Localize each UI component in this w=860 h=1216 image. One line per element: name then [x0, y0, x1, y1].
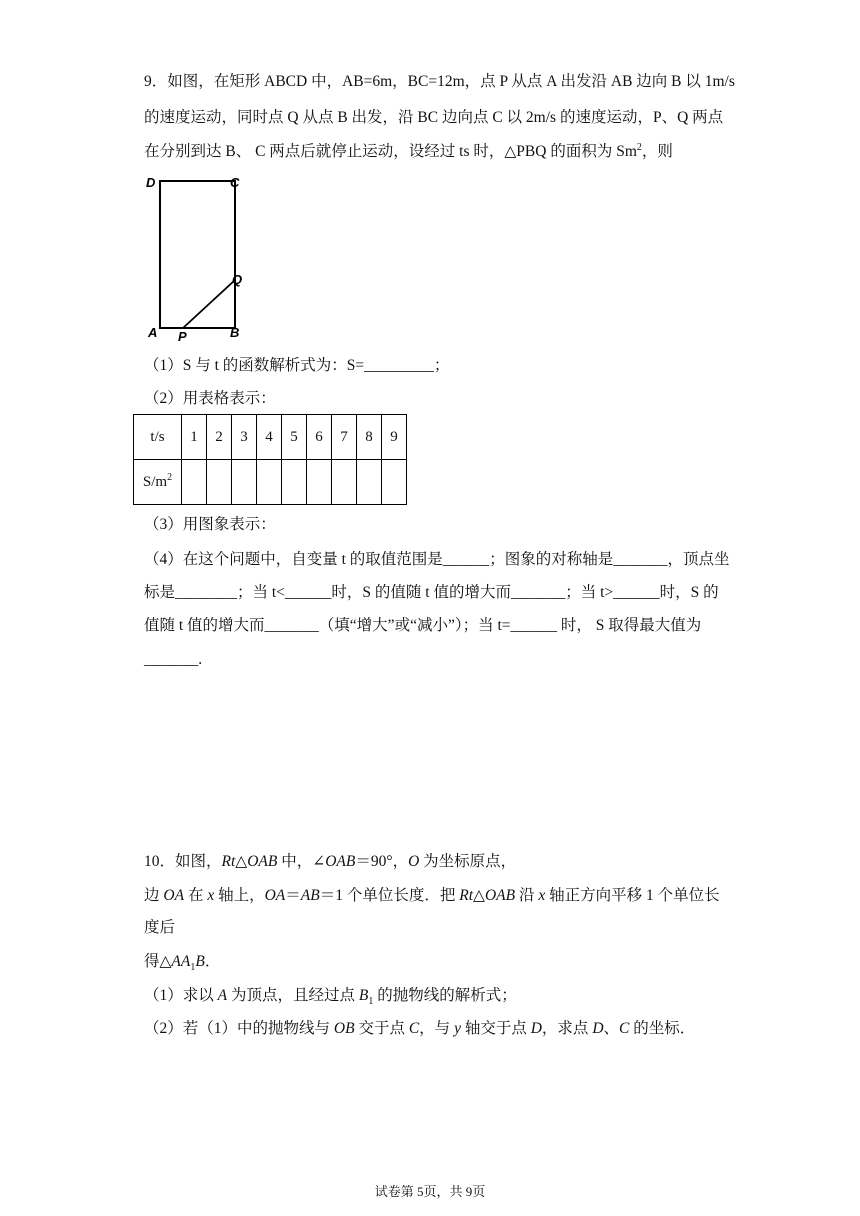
q10-l1g: ＝90°，: [355, 853, 409, 870]
q9-line3-sup: 2: [636, 141, 642, 153]
label-c: C: [230, 175, 240, 190]
q10-l1d: OAB: [247, 853, 278, 870]
q10-l2o: 轴正方向平移 1 个单位长: [545, 887, 720, 904]
q10-l2e: 轴上，: [214, 887, 265, 904]
q10-l1a: 10．如图，: [144, 853, 222, 870]
table-cell-s7: [332, 460, 357, 505]
q10-p2f: y: [454, 1020, 461, 1037]
q10-l2a: 边: [144, 887, 164, 904]
q10-l4d: ．: [204, 953, 221, 970]
q10-l1h: O: [408, 853, 420, 870]
table-cell-s5: [282, 460, 307, 505]
q10-part1: [144, 986, 517, 1006]
q10-l1i: 为坐标原点，: [419, 853, 517, 870]
q9-part4-line2: 标是________；当 t<______时，S 的值随 t 值的增大而_______；当 t>______时，S 的: [144, 584, 719, 601]
q10-p1-sub: 1: [368, 996, 374, 1008]
q9-part4-line1: （4）在这个问题中，自变量 t 的取值范围是______；图象的对称轴是_______，顶点坐: [144, 551, 730, 568]
table-cell-s8: [357, 460, 382, 505]
q10-p1e: 的抛物线的解析式；: [373, 987, 517, 1004]
q10-l2l: OAB: [484, 887, 516, 904]
q9-line3-pre: 在分别到达 B、 C 两点后就停止运动，设经过 ts 时，△PBQ 的面积为 Sm: [144, 143, 637, 160]
q10-p2d: C: [408, 1020, 420, 1037]
q10-l4-sub: 1: [190, 962, 196, 974]
q10-l1c: △: [235, 853, 248, 870]
q10-l2d: x: [207, 887, 215, 904]
table-cell-t3: 3: [232, 415, 257, 460]
t-s-table: [133, 414, 407, 505]
q10-p1b: A: [217, 987, 228, 1004]
table-cell-s2: [207, 460, 232, 505]
table-cell-s6: [307, 460, 332, 505]
q9-part1: （1）S 与 t 的函数解析式为：S=_________；: [144, 357, 450, 374]
q10-l2b: OA: [163, 887, 185, 904]
q10-l4a: 得△: [144, 953, 172, 970]
q10-l2k: △: [473, 887, 485, 904]
q10-p2g: 轴交于点: [460, 1020, 531, 1037]
q9-part4-line4: _______.: [144, 651, 203, 668]
table-header-s-sup: 2: [167, 471, 173, 483]
label-a: A: [148, 325, 158, 340]
table-cell-t6: 6: [307, 415, 332, 460]
q10-part2: [144, 1019, 695, 1039]
q10-p2h: D: [530, 1020, 542, 1037]
q10-line4: [144, 952, 220, 972]
q10-l2f: OA: [264, 887, 286, 904]
q10-l1e: 中，∠: [277, 853, 326, 870]
q9-part4-line3: 值随 t 值的增大而_______（填“增大”或“减小”）；当 t=______ 时， S 取得最大值为: [144, 617, 702, 634]
q9-part3: （3）用图象表示：: [144, 516, 276, 533]
table-cell-s9: [382, 460, 407, 505]
q10-l1b: Rt: [221, 853, 236, 870]
q10-p2l: C: [619, 1020, 630, 1037]
table-row-t: [134, 415, 407, 460]
table-cell-t8: 8: [357, 415, 382, 460]
q10-p2i: ，求点: [541, 1020, 593, 1037]
q10-p2e: ，与: [419, 1020, 455, 1037]
rectangle-abcd: [160, 181, 235, 328]
q10-line3: 度后: [144, 919, 176, 936]
q10-l2g: ＝: [285, 887, 301, 904]
label-p: P: [178, 329, 187, 342]
q10-p2m: 的坐标．: [629, 1020, 696, 1037]
label-q: Q: [232, 272, 243, 287]
q10-l4c: B: [195, 953, 205, 970]
q10-l2h: AB: [300, 887, 320, 904]
q9-part2: （2）用表格表示：: [144, 390, 276, 407]
q10-l2j: Rt: [459, 887, 474, 904]
q10-p1d: B: [358, 987, 369, 1004]
table-header-s-text: S/m: [142, 473, 168, 490]
q10-l2i: ＝1 个单位长度．把: [319, 887, 460, 904]
q9-line3: [144, 142, 673, 162]
segment-pq: [183, 280, 235, 328]
q10-l1f: OAB: [325, 853, 356, 870]
q10-l2c: 在: [184, 887, 208, 904]
rectangle-abcd-figure: [140, 172, 270, 342]
q10-l2m: 沿: [515, 887, 539, 904]
q10-l2n: x: [538, 887, 546, 904]
q10-p1c: 为顶点，且经过点: [227, 987, 359, 1004]
q10-p2c: 交于点: [354, 1020, 409, 1037]
q10-p2j: D: [592, 1020, 604, 1037]
table-header-t: t/s: [134, 415, 182, 460]
table-cell-s3: [232, 460, 257, 505]
q9-line3-post: ，则: [641, 143, 673, 160]
table-cell-t2: 2: [207, 415, 232, 460]
table-cell-t7: 7: [332, 415, 357, 460]
q10-line2: [144, 886, 720, 906]
q10-l4b: AA: [171, 953, 191, 970]
q9-line2: 的速度运动，同时点 Q 从点 B 出发，沿 BC 边向点 C 以 2m/s 的速度运动，P、Q 两点: [144, 109, 724, 126]
q10-p2k: 、: [603, 1020, 620, 1037]
label-b: B: [230, 325, 240, 340]
table-cell-t4: 4: [257, 415, 282, 460]
page-footer: 试卷第 5页，共 9页: [374, 1184, 486, 1199]
q10-p2a: （2）若（1）中的抛物线与: [144, 1020, 334, 1037]
q9-line1: 9．如图，在矩形 ABCD 中，AB=6m，BC=12m，点 P 从点 A 出发沿 AB 边向 B 以 1m/s: [144, 73, 735, 90]
table-cell-t5: 5: [282, 415, 307, 460]
table-cell-s1: [182, 460, 207, 505]
q10-p2b: OB: [333, 1020, 355, 1037]
table-header-s: [134, 460, 182, 505]
q10-line1: [144, 852, 516, 872]
q10-p1a: （1）求以: [144, 987, 218, 1004]
label-d: D: [146, 175, 156, 190]
table-row-s: [134, 460, 407, 505]
table-cell-t1: 1: [182, 415, 207, 460]
table-cell-t9: 9: [382, 415, 407, 460]
table-cell-s4: [257, 460, 282, 505]
